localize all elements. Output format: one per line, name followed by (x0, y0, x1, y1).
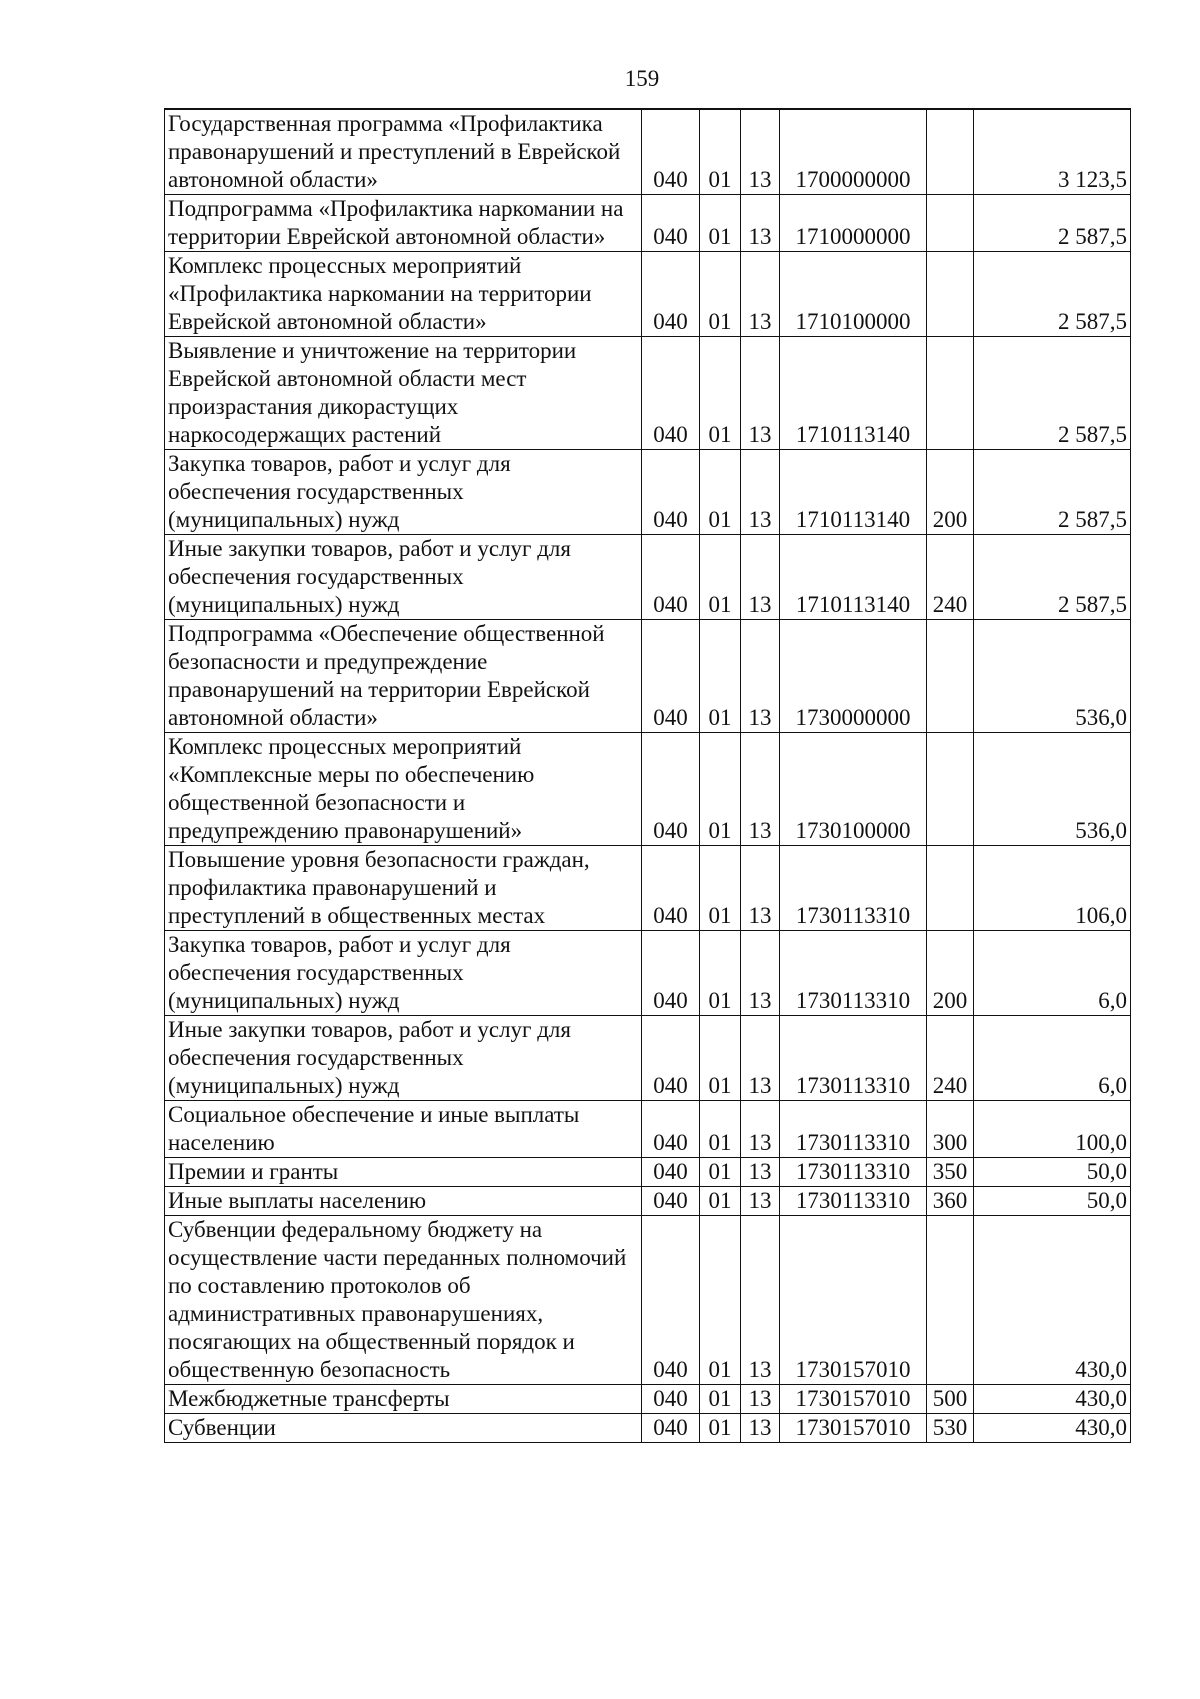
amount-cell: 6,0 (974, 1016, 1131, 1101)
target-article-cell: 1730113310 (780, 1101, 927, 1158)
section-code-cell: 01 (700, 1385, 741, 1414)
expense-type-cell (927, 733, 974, 846)
row-name-cell: Межбюджетные трансферты (165, 1385, 642, 1414)
expense-type-cell (927, 620, 974, 733)
section-code-cell: 01 (700, 846, 741, 931)
table-row (165, 1414, 1131, 1443)
target-article-cell: 1700000000 (780, 109, 927, 195)
amount-cell: 2 587,5 (974, 337, 1131, 450)
target-article-cell: 1730157010 (780, 1414, 927, 1443)
expense-type-cell: 200 (927, 931, 974, 1016)
subsection-code-cell: 13 (741, 535, 780, 620)
expense-type-cell (927, 109, 974, 195)
target-article-cell: 1730100000 (780, 733, 927, 846)
target-article-cell: 1710000000 (780, 195, 927, 252)
amount-cell: 430,0 (974, 1216, 1131, 1385)
admin-code-cell: 040 (642, 535, 700, 620)
subsection-code-cell: 13 (741, 846, 780, 931)
admin-code-cell: 040 (642, 1187, 700, 1216)
subsection-code-cell: 13 (741, 109, 780, 195)
expense-type-cell: 500 (927, 1385, 974, 1414)
subsection-code-cell: 13 (741, 1187, 780, 1216)
section-code-cell: 01 (700, 1101, 741, 1158)
target-article-cell: 1710113140 (780, 535, 927, 620)
admin-code-cell: 040 (642, 931, 700, 1016)
admin-code-cell: 040 (642, 1016, 700, 1101)
row-name-cell: Субвенции федеральному бюджету на осуществление части переданных полномочий по составлению протоколов об административных правонарушениях, посягающих на общественный порядок и общественную безопасность (165, 1216, 642, 1385)
row-name-cell: Комплекс процессных мероприятий «Профилактика наркомании на территории Еврейской автономной области» (165, 252, 642, 337)
admin-code-cell: 040 (642, 252, 700, 337)
section-code-cell: 01 (700, 337, 741, 450)
row-name-cell: Выявление и уничтожение на территории Еврейской автономной области мест произрастания дикорастущих наркосодержащих растений (165, 337, 642, 450)
amount-cell: 2 587,5 (974, 535, 1131, 620)
budget-table-body (165, 109, 1131, 1443)
amount-cell: 2 587,5 (974, 195, 1131, 252)
amount-cell: 106,0 (974, 846, 1131, 931)
subsection-code-cell: 13 (741, 733, 780, 846)
amount-cell: 536,0 (974, 620, 1131, 733)
target-article-cell: 1730113310 (780, 1158, 927, 1187)
table-row (165, 1158, 1131, 1187)
section-code-cell: 01 (700, 1158, 741, 1187)
expense-type-cell: 350 (927, 1158, 974, 1187)
admin-code-cell: 040 (642, 337, 700, 450)
target-article-cell: 1710113140 (780, 450, 927, 535)
subsection-code-cell: 13 (741, 1216, 780, 1385)
target-article-cell: 1730000000 (780, 620, 927, 733)
row-name-cell: Субвенции (165, 1414, 642, 1443)
row-name-cell: Иные закупки товаров, работ и услуг для обеспечения государственных (муниципальных) нужд (165, 1016, 642, 1101)
expense-type-cell: 530 (927, 1414, 974, 1443)
row-name-cell: Государственная программа «Профилактика правонарушений и преступлений в Еврейской автономной области» (165, 109, 642, 195)
subsection-code-cell: 13 (741, 337, 780, 450)
admin-code-cell: 040 (642, 195, 700, 252)
section-code-cell: 01 (700, 1216, 741, 1385)
table-row (165, 1385, 1131, 1414)
amount-cell: 50,0 (974, 1187, 1131, 1216)
row-name-cell: Закупка товаров, работ и услуг для обеспечения государственных (муниципальных) нужд (165, 450, 642, 535)
amount-cell: 430,0 (974, 1385, 1131, 1414)
target-article-cell: 1730157010 (780, 1385, 927, 1414)
admin-code-cell: 040 (642, 733, 700, 846)
section-code-cell: 01 (700, 450, 741, 535)
section-code-cell: 01 (700, 1187, 741, 1216)
subsection-code-cell: 13 (741, 1158, 780, 1187)
subsection-code-cell: 13 (741, 620, 780, 733)
section-code-cell: 01 (700, 1414, 741, 1443)
table-row (165, 620, 1131, 733)
expense-type-cell (927, 337, 974, 450)
section-code-cell: 01 (700, 620, 741, 733)
admin-code-cell: 040 (642, 620, 700, 733)
table-row (165, 337, 1131, 450)
expense-type-cell: 300 (927, 1101, 974, 1158)
expense-type-cell (927, 252, 974, 337)
row-name-cell: Комплекс процессных мероприятий «Комплексные меры по обеспечению общественной безопасности и предупреждению правонарушений» (165, 733, 642, 846)
admin-code-cell: 040 (642, 1101, 700, 1158)
subsection-code-cell: 13 (741, 450, 780, 535)
table-row (165, 1101, 1131, 1158)
expense-type-cell: 360 (927, 1187, 974, 1216)
section-code-cell: 01 (700, 195, 741, 252)
subsection-code-cell: 13 (741, 1385, 780, 1414)
admin-code-cell: 040 (642, 109, 700, 195)
page-number: 159 (624, 66, 660, 91)
table-row (165, 931, 1131, 1016)
amount-cell: 2 587,5 (974, 252, 1131, 337)
expense-type-cell (927, 195, 974, 252)
expense-type-cell: 240 (927, 535, 974, 620)
table-row (165, 1216, 1131, 1385)
row-name-cell: Повышение уровня безопасности граждан, профилактика правонарушений и преступлений в общественных местах (165, 846, 642, 931)
target-article-cell: 1710113140 (780, 337, 927, 450)
target-article-cell: 1730113310 (780, 1016, 927, 1101)
expense-type-cell: 200 (927, 450, 974, 535)
admin-code-cell: 040 (642, 1385, 700, 1414)
subsection-code-cell: 13 (741, 931, 780, 1016)
subsection-code-cell: 13 (741, 1016, 780, 1101)
table-row (165, 535, 1131, 620)
admin-code-cell: 040 (642, 1414, 700, 1443)
subsection-code-cell: 13 (741, 1101, 780, 1158)
section-code-cell: 01 (700, 733, 741, 846)
amount-cell: 536,0 (974, 733, 1131, 846)
table-row (165, 195, 1131, 252)
table-row (165, 846, 1131, 931)
amount-cell: 2 587,5 (974, 450, 1131, 535)
section-code-cell: 01 (700, 535, 741, 620)
amount-cell: 50,0 (974, 1158, 1131, 1187)
row-name-cell: Премии и гранты (165, 1158, 642, 1187)
section-code-cell: 01 (700, 252, 741, 337)
table-row (165, 109, 1131, 195)
amount-cell: 3 123,5 (974, 109, 1131, 195)
expense-type-cell: 240 (927, 1016, 974, 1101)
subsection-code-cell: 13 (741, 252, 780, 337)
row-name-cell: Социальное обеспечение и иные выплаты населению (165, 1101, 642, 1158)
admin-code-cell: 040 (642, 846, 700, 931)
row-name-cell: Подпрограмма «Профилактика наркомании на территории Еврейской автономной области» (165, 195, 642, 252)
subsection-code-cell: 13 (741, 195, 780, 252)
expense-type-cell (927, 846, 974, 931)
table-row (165, 252, 1131, 337)
row-name-cell: Закупка товаров, работ и услуг для обеспечения государственных (муниципальных) нужд (165, 931, 642, 1016)
admin-code-cell: 040 (642, 1158, 700, 1187)
table-row (165, 450, 1131, 535)
admin-code-cell: 040 (642, 450, 700, 535)
amount-cell: 6,0 (974, 931, 1131, 1016)
budget-table (164, 108, 1131, 1443)
target-article-cell: 1730113310 (780, 931, 927, 1016)
table-row (165, 1187, 1131, 1216)
table-row (165, 733, 1131, 846)
subsection-code-cell: 13 (741, 1414, 780, 1443)
amount-cell: 430,0 (974, 1414, 1131, 1443)
target-article-cell: 1730113310 (780, 1187, 927, 1216)
amount-cell: 100,0 (974, 1101, 1131, 1158)
section-code-cell: 01 (700, 109, 741, 195)
admin-code-cell: 040 (642, 1216, 700, 1385)
expense-type-cell (927, 1216, 974, 1385)
row-name-cell: Иные выплаты населению (165, 1187, 642, 1216)
section-code-cell: 01 (700, 1016, 741, 1101)
row-name-cell: Подпрограмма «Обеспечение общественной безопасности и предупреждение правонарушений на территории Еврейской автономной области» (165, 620, 642, 733)
target-article-cell: 1730157010 (780, 1216, 927, 1385)
table-row (165, 1016, 1131, 1101)
row-name-cell: Иные закупки товаров, работ и услуг для обеспечения государственных (муниципальных) нужд (165, 535, 642, 620)
target-article-cell: 1730113310 (780, 846, 927, 931)
section-code-cell: 01 (700, 931, 741, 1016)
target-article-cell: 1710100000 (780, 252, 927, 337)
